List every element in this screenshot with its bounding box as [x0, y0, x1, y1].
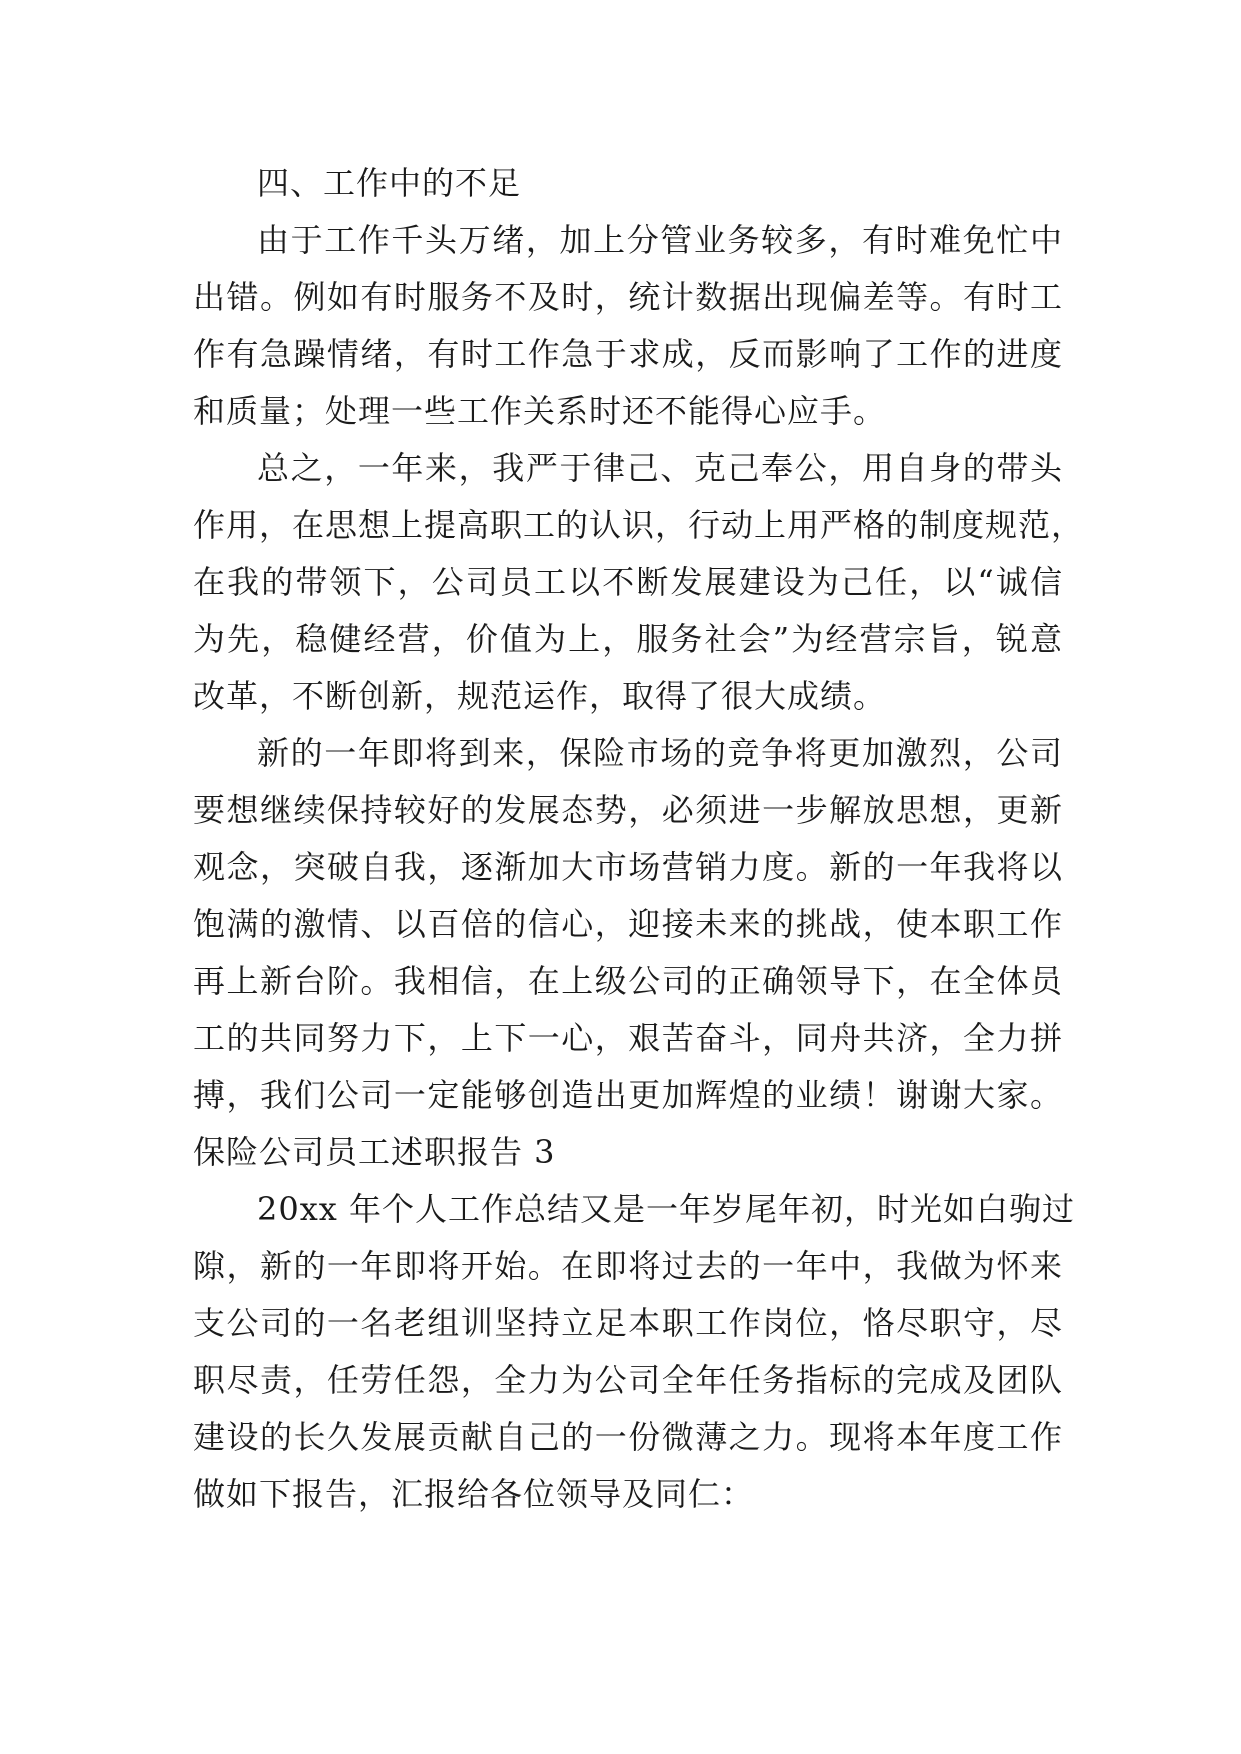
paragraph-line: 职尽责，任劳任怨，全力为公司全年任务指标的完成及团队 — [193, 1361, 1063, 1399]
paragraph-line: 新的一年即将到来，保险市场的竞争将更加激烈，公司 — [257, 734, 1063, 772]
paragraph-line: 出错。例如有时服务不及时，统计数据出现偏差等。有时工 — [193, 278, 1063, 316]
section-heading: 四、工作中的不足 — [257, 164, 522, 202]
report-title: 保险公司员工述职报告 3 — [193, 1133, 556, 1171]
paragraph-shortcomings — [193, 212, 1063, 440]
paragraph-line: 由于工作千头万绪，加上分管业务较多，有时难免忙中 — [257, 221, 1063, 259]
paragraph-line: 作有急躁情绪，有时工作急于求成，反而影响了工作的进度 — [193, 335, 1063, 373]
paragraph-line: 总之，一年来，我严于律己、克己奉公，用自身的带头 — [257, 449, 1063, 487]
paragraph-line: 观念，突破自我，逐渐加大市场营销力度。新的一年我将以 — [193, 848, 1063, 886]
paragraph-line: 为先，稳健经营，价值为上，服务社会”为经营宗旨，锐意 — [193, 620, 1063, 658]
paragraph-line: 在我的带领下，公司员工以不断发展建设为己任，以“诚信 — [193, 563, 1063, 601]
document-page — [193, 155, 1085, 1523]
paragraph-line: 搏，我们公司一定能够创造出更加辉煌的业绩！谢谢大家。 — [193, 1076, 1063, 1114]
paragraph-line: 隙，新的一年即将开始。在即将过去的一年中，我做为怀来 — [193, 1247, 1063, 1285]
paragraph-line: 建设的长久发展贡献自己的一份微薄之力。现将本年度工作 — [193, 1418, 1063, 1456]
paragraph-line: 再上新台阶。我相信，在上级公司的正确领导下，在全体员 — [193, 962, 1063, 1000]
paragraph-report-intro — [193, 1181, 1075, 1523]
paragraph-line: 工的共同努力下，上下一心，艰苦奋斗，同舟共济，全力拼 — [193, 1019, 1063, 1057]
paragraph-line: 支公司的一名老组训坚持立足本职工作岗位，恪尽职守，尽 — [193, 1304, 1063, 1342]
paragraph-line: 做如下报告，汇报给各位领导及同仁： — [193, 1475, 755, 1513]
paragraph-line: 饱满的激情、以百倍的信心，迎接未来的挑战，使本职工作 — [193, 905, 1063, 943]
paragraph-line: 要想继续保持较好的发展态势，必须进一步解放思想，更新 — [193, 791, 1063, 829]
paragraph-line: 改革，不断创新，规范运作，取得了很大成绩。 — [193, 677, 887, 715]
paragraph-summary — [193, 440, 1085, 725]
paragraph-line: 20xx 年个人工作总结又是一年岁尾年初，时光如白驹过 — [257, 1190, 1075, 1228]
paragraph-line: 和质量；处理一些工作关系时还不能得心应手。 — [193, 392, 887, 430]
paragraph-line: 作用，在思想上提高职工的认识，行动上用严格的制度规范， — [193, 506, 1085, 544]
paragraph-outlook — [193, 725, 1063, 1124]
